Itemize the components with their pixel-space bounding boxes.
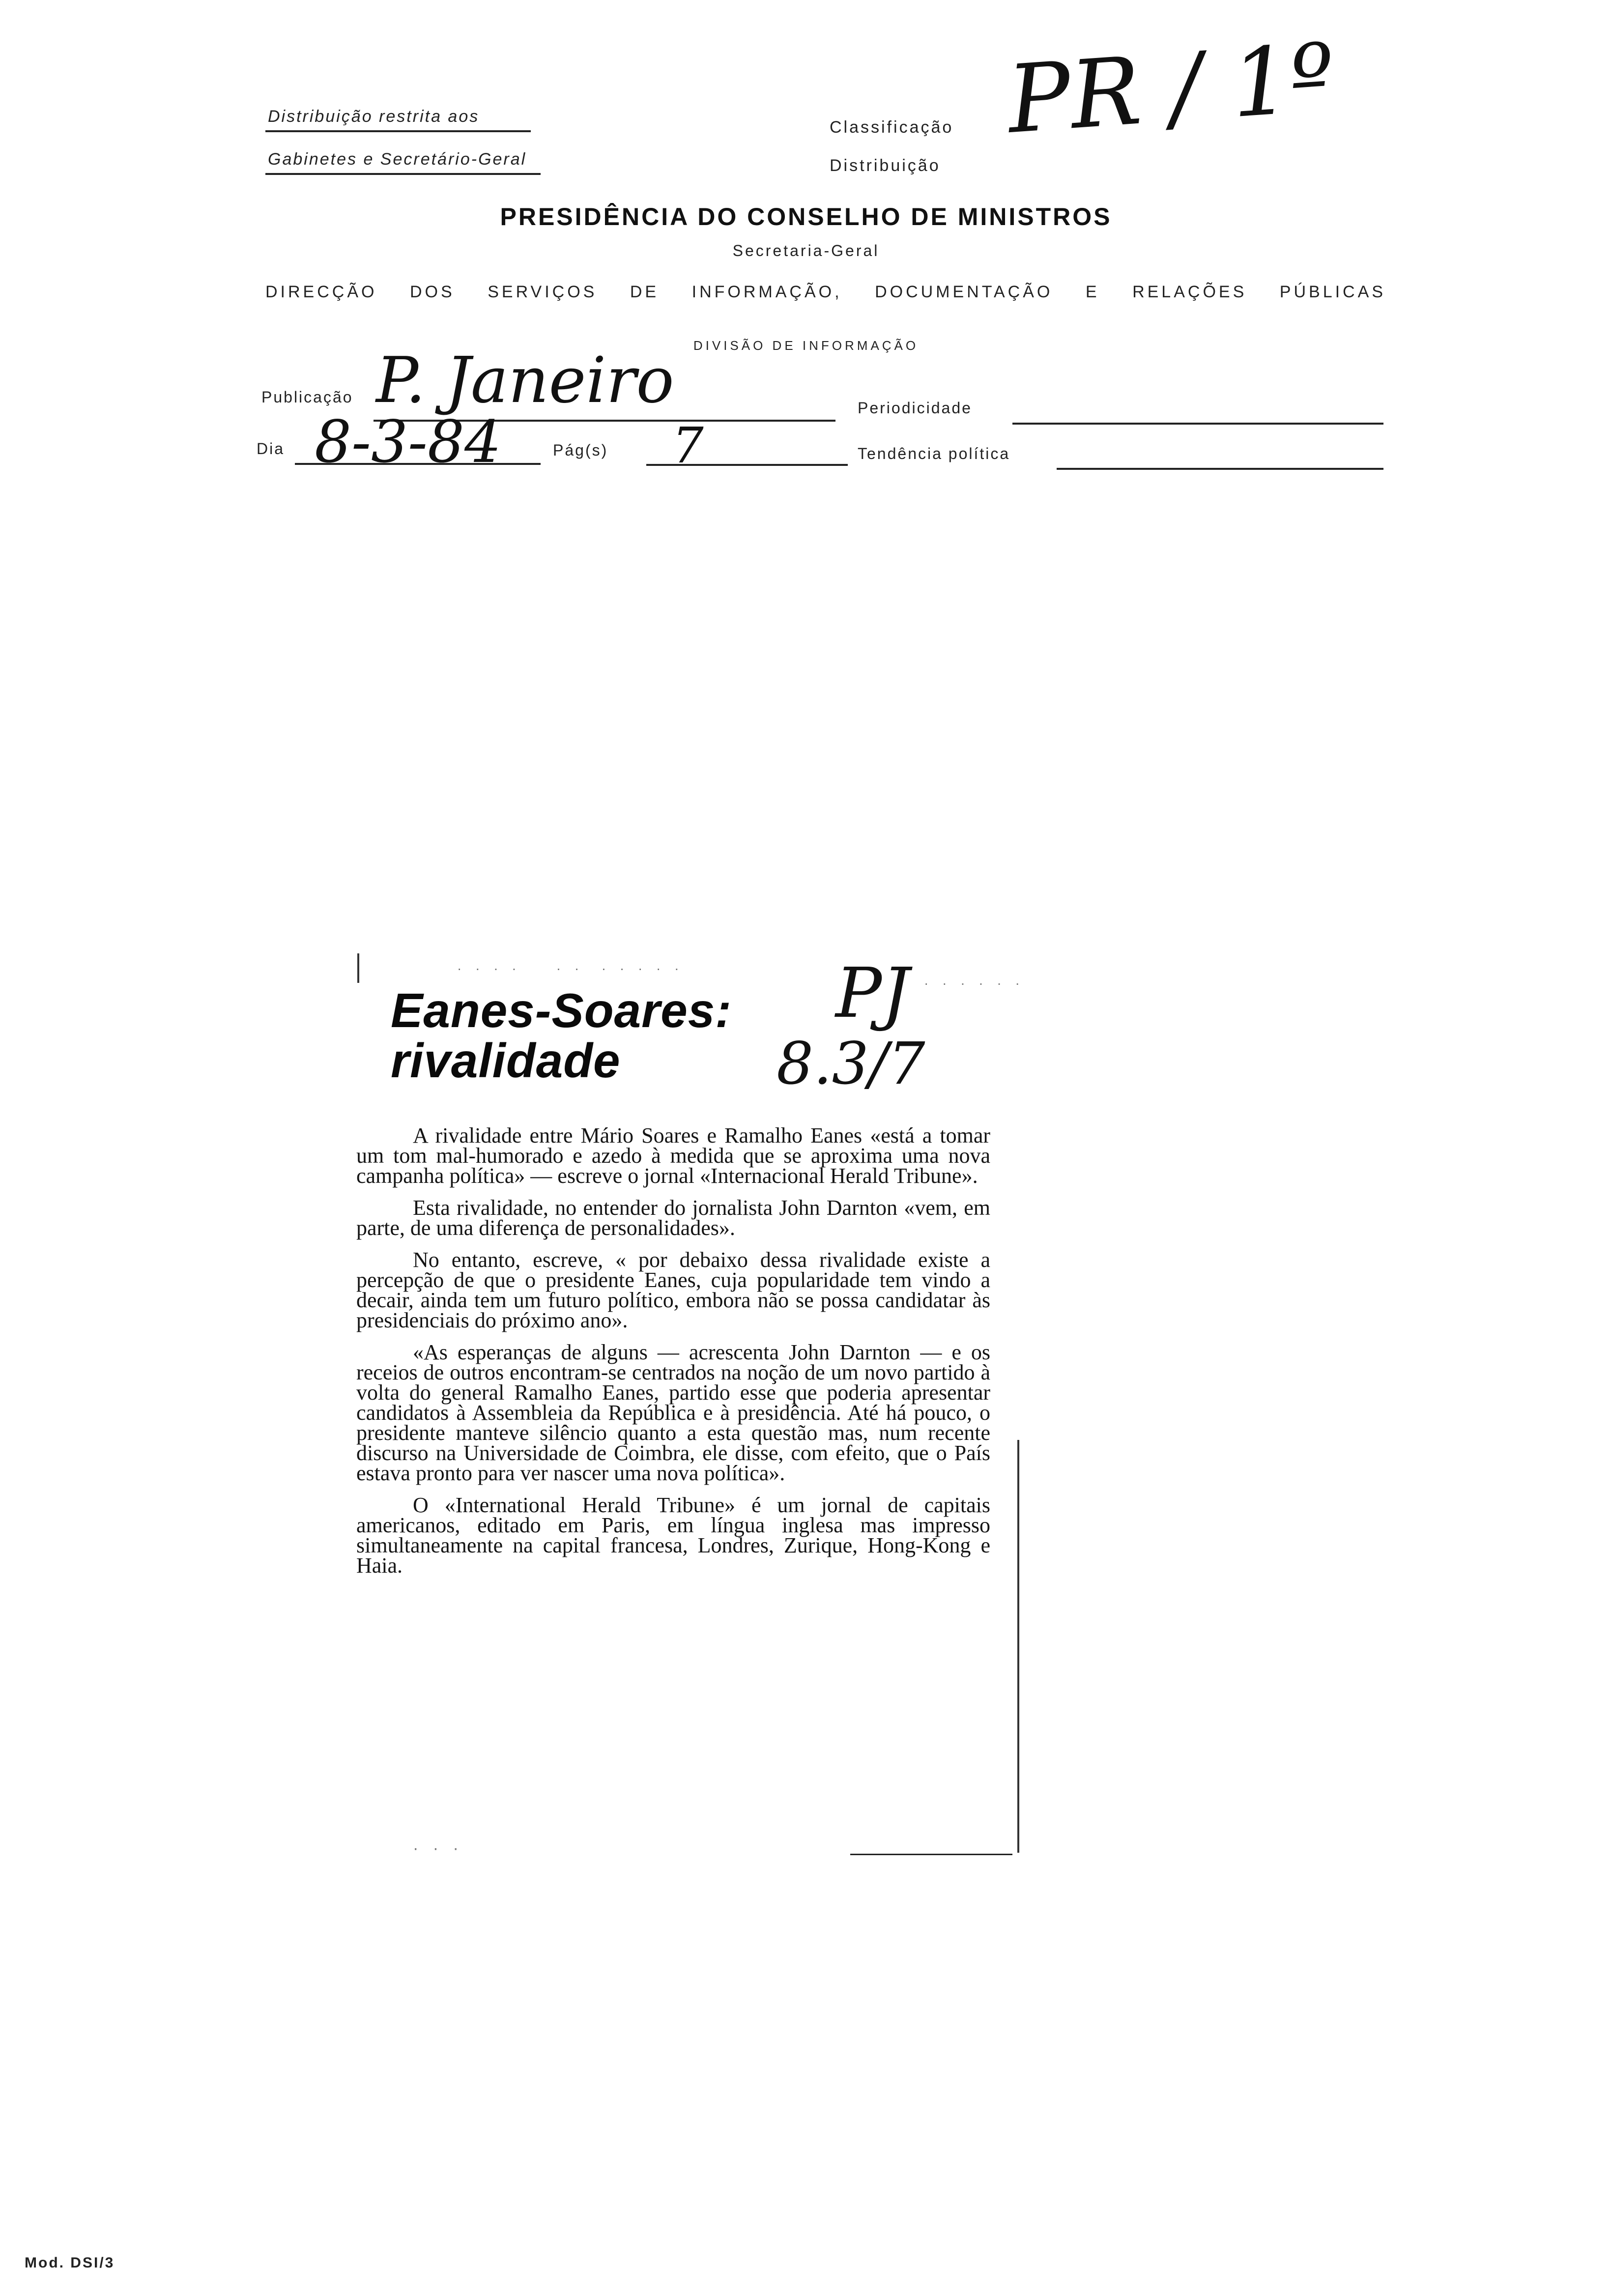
clip-top-dots: · · · · · · · · · · ·	[457, 961, 684, 976]
office-title: PRESIDÊNCIA DO CONSELHO DE MINISTROS	[500, 203, 1112, 230]
department-word: E	[1085, 283, 1100, 301]
pages-value: 7	[672, 417, 704, 474]
clip-bottom-border	[850, 1854, 1012, 1855]
classification-label: Classificação	[830, 118, 954, 137]
clip-left-mark	[357, 953, 359, 983]
clipping-paragraph: O «International Herald Tribune» é um jornal de capitais americanos, editado em Paris, em língua inglesa mas impresso simultaneamente na capital francesa, Londres, Zurique, Hong-Kong e Haia.	[356, 1493, 990, 1578]
handwritten-classification: PR / 1º	[1004, 23, 1338, 154]
pages-label: Pág(s)	[553, 441, 608, 459]
tendency-line	[1057, 468, 1383, 470]
office-subtitle: Secretaria-Geral	[732, 242, 880, 259]
department-word: SERVIÇOS	[488, 283, 598, 301]
department-word: DOS	[410, 283, 455, 301]
department-line	[265, 283, 1386, 302]
day-label: Dia	[257, 440, 285, 458]
clipping-body	[356, 1125, 990, 1587]
clipping-paragraph: «As esperanças de alguns — acrescenta John Darnton — e os receios de outros encontram-se centrados na noção de um novo partido à volta do general Ramalho Eanes, partido esse que poderia apresentar candidatos à Assembleia da República e à presidência. Até há pouco, o presidente manteve silêncio quanto a esta questão mas, num recente discurso na Universidade de Coimbra, ele disse, com efeito, que o País estava pronto para ver nascer uma nova política».	[356, 1340, 990, 1485]
pages-line	[646, 464, 848, 466]
day-line	[295, 463, 541, 465]
clip-top-dots-right: · · · · · ·	[924, 976, 1025, 991]
periodicity-line	[1012, 423, 1383, 425]
headline-line2: rivalidade	[391, 1033, 621, 1088]
department-word: DE	[630, 283, 660, 301]
restricted-distribution-line2: Gabinetes e Secretário-Geral	[268, 150, 527, 169]
restricted-underline-2	[265, 173, 541, 175]
periodicity-label: Periodicidade	[858, 399, 972, 417]
restricted-distribution-line1: Distribuição restrita aos	[268, 107, 480, 126]
division-label: DIVISÃO DE INFORMAÇÃO	[693, 338, 919, 353]
clipping-paragraph: Esta rivalidade, no entender do jornalista John Darnton «vem, em parte, de uma diferença de personalidades».	[356, 1196, 990, 1240]
restricted-underline-1	[265, 130, 531, 132]
distribution-label: Distribuição	[830, 156, 941, 175]
headline-line1: Eanes-Soares:	[391, 983, 732, 1037]
clipping-paragraph: No entanto, escreve, « por debaixo dessa rivalidade existe a percepção de que o presidente Eanes, cuja popularidade tem vindo a decair, ainda tem um futuro político, embora não se possa candidatar às presidenciais do próximo ano».	[356, 1248, 990, 1332]
publication-value: P. Janeiro	[376, 344, 674, 417]
publication-label: Publicação	[261, 388, 353, 406]
department-word: DIRECÇÃO	[265, 283, 377, 301]
handwritten-note-top: PJ	[835, 953, 910, 1033]
tendency-label: Tendência política	[858, 445, 1010, 462]
clip-bottom-mark: · · ·	[413, 1839, 463, 1858]
handwritten-note-bottom: 8.3/7	[777, 1030, 925, 1097]
department-word: RELAÇÕES	[1132, 283, 1247, 301]
day-value: 8-3-84	[315, 408, 502, 476]
department-word: DOCUMENTAÇÃO	[875, 283, 1053, 301]
department-word: PÚBLICAS	[1279, 283, 1386, 301]
department-word: INFORMAÇÃO,	[691, 283, 842, 301]
model-code: Mod. DSI/3	[25, 2255, 115, 2271]
clipping-paragraph: A rivalidade entre Mário Soares e Ramalho Eanes «está a tomar um tom mal-humorado e azedo à medida que se aproxima uma nova campanha política» — escreve o jornal «Internacional Herald Tribune».	[356, 1123, 990, 1188]
clipping-headline	[391, 985, 843, 1086]
clip-right-border	[1017, 1440, 1019, 1853]
